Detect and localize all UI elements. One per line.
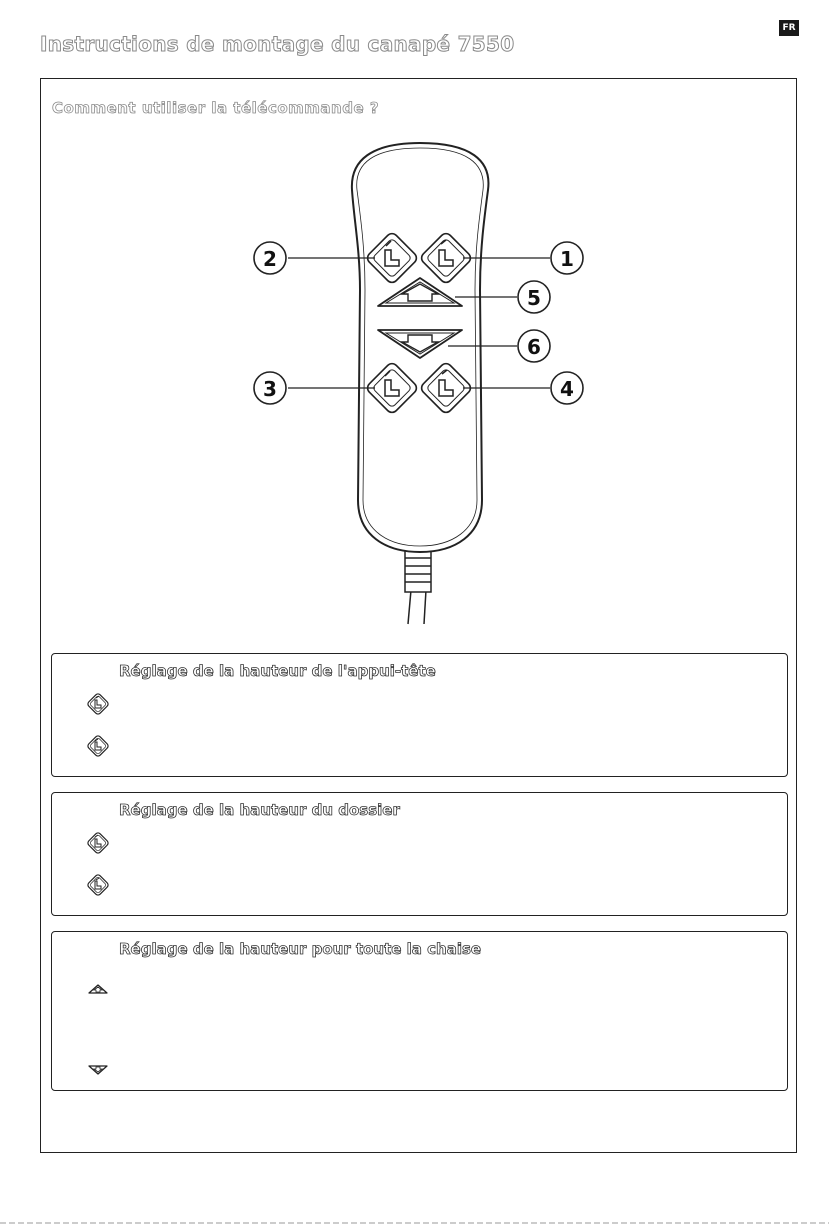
arrow-down-icon [87,1063,109,1077]
backrest-down-icon [86,873,110,897]
callout-6-label: 6 [527,335,541,359]
box-title-backrest: Réglage de la hauteur du dossier [119,801,400,819]
backrest-up-icon [86,831,110,855]
headrest-up-icon [86,692,110,716]
box-title-chair: Réglage de la hauteur pour toute la chaise [119,940,482,958]
backrest-adjustment-box [51,792,788,916]
callout-1-label: 1 [560,247,574,271]
page-bottom-rule [0,1222,829,1224]
box-title-headrest: Réglage de la hauteur de l'appui-tête [119,662,436,680]
headrest-adjustment-box [51,653,788,777]
callout-4-label: 4 [560,377,574,401]
callout-3-label: 3 [263,377,277,401]
page-title: Instructions de montage du canapé 7550 [40,32,515,56]
language-badge: FR [779,20,799,36]
arrow-up-icon [87,982,109,996]
callout-5-label: 5 [527,286,541,310]
headrest-down-icon [86,734,110,758]
callout-2-label: 2 [263,247,277,271]
section-heading: Comment utiliser la télécommande ? [52,99,380,117]
chair-height-adjustment-box [51,931,788,1091]
remote-cable [405,550,431,624]
remote-control-illustration [250,140,590,630]
